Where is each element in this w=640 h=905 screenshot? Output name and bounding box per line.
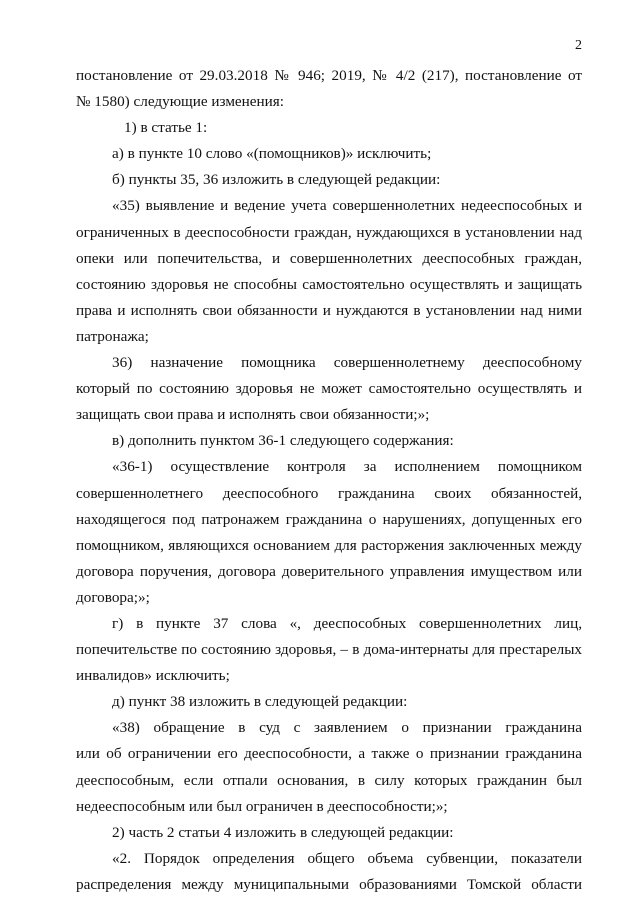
document-body — [76, 63, 582, 898]
text-line: договора;»; — [76, 588, 150, 606]
text-line: д) пункт 38 изложить в следующей редакции: — [112, 693, 408, 711]
text-line: совершеннолетнего дееспособного гражданина своих обязанностей, — [76, 484, 582, 502]
text-line: № 1580) следующие изменения: — [76, 93, 284, 111]
text-line: или об ограничении его дееспособности, а также о признании гражданина — [76, 745, 582, 763]
page-number: 2 — [575, 38, 582, 53]
text-line: 1) в статье 1: — [124, 119, 208, 137]
text-line: недееспособным или был ограничен в дееспособности;»; — [76, 797, 448, 815]
text-line: находящегося под патронажем гражданина о нарушениях, допущенных его — [76, 510, 582, 528]
text-line: инвалидов» исключить; — [76, 667, 230, 685]
text-line: права и исполнять свои обязанности и нуждаются в установлении над ними — [76, 301, 582, 319]
text-line: состоянию здоровья не способны самостоятельно осуществлять и защищать — [76, 275, 582, 293]
text-line: попечительстве по состоянию здоровья, – в дома-интернаты для престарелых — [76, 641, 582, 659]
text-line: в) дополнить пунктом 36-1 следующего содержания: — [112, 432, 454, 450]
text-line: помощником, являющихся основанием для расторжения заключенных между — [76, 536, 582, 554]
text-line: опеки или попечительства, и совершеннолетних дееспособных граждан, — [76, 249, 582, 267]
text-line: который по состоянию здоровья не может самостоятельно осуществлять и — [76, 380, 582, 398]
text-line: «2. Порядок определения общего объема субвенции, показатели — [112, 849, 582, 867]
text-line: б) пункты 35, 36 изложить в следующей редакции: — [112, 171, 441, 189]
text-line: г) в пункте 37 слова «, дееспособных совершеннолетних лиц, — [112, 614, 582, 632]
text-line: дееспособным, если отпали основания, в силу которых гражданин был — [76, 771, 582, 789]
text-line: защищать свои права и исполнять свои обязанности;»; — [76, 406, 430, 424]
text-line: ограниченных в дееспособности граждан, нуждающихся в установлении над — [76, 223, 582, 241]
text-line: распределения между муниципальными образованиями Томской области — [76, 875, 582, 893]
text-line: а) в пункте 10 слово «(помощников)» исключить; — [112, 145, 432, 163]
text-line: патронажа; — [76, 327, 149, 345]
text-line: «36-1) осуществление контроля за исполнением помощником — [112, 458, 582, 476]
text-line: договора поручения, договора доверительного управления имуществом или — [76, 562, 582, 580]
text-line: «35) выявление и ведение учета совершеннолетних недееспособных и — [112, 197, 582, 215]
text-line: 2) часть 2 статьи 4 изложить в следующей редакции: — [112, 823, 454, 841]
text-line: 36) назначение помощника совершеннолетнему дееспособному — [112, 354, 582, 372]
text-line: «38) обращение в суд с заявлением о признании гражданина — [112, 719, 582, 737]
text-line: постановление от 29.03.2018 № 946; 2019, № 4/2 (217), постановление от — [76, 67, 582, 84]
